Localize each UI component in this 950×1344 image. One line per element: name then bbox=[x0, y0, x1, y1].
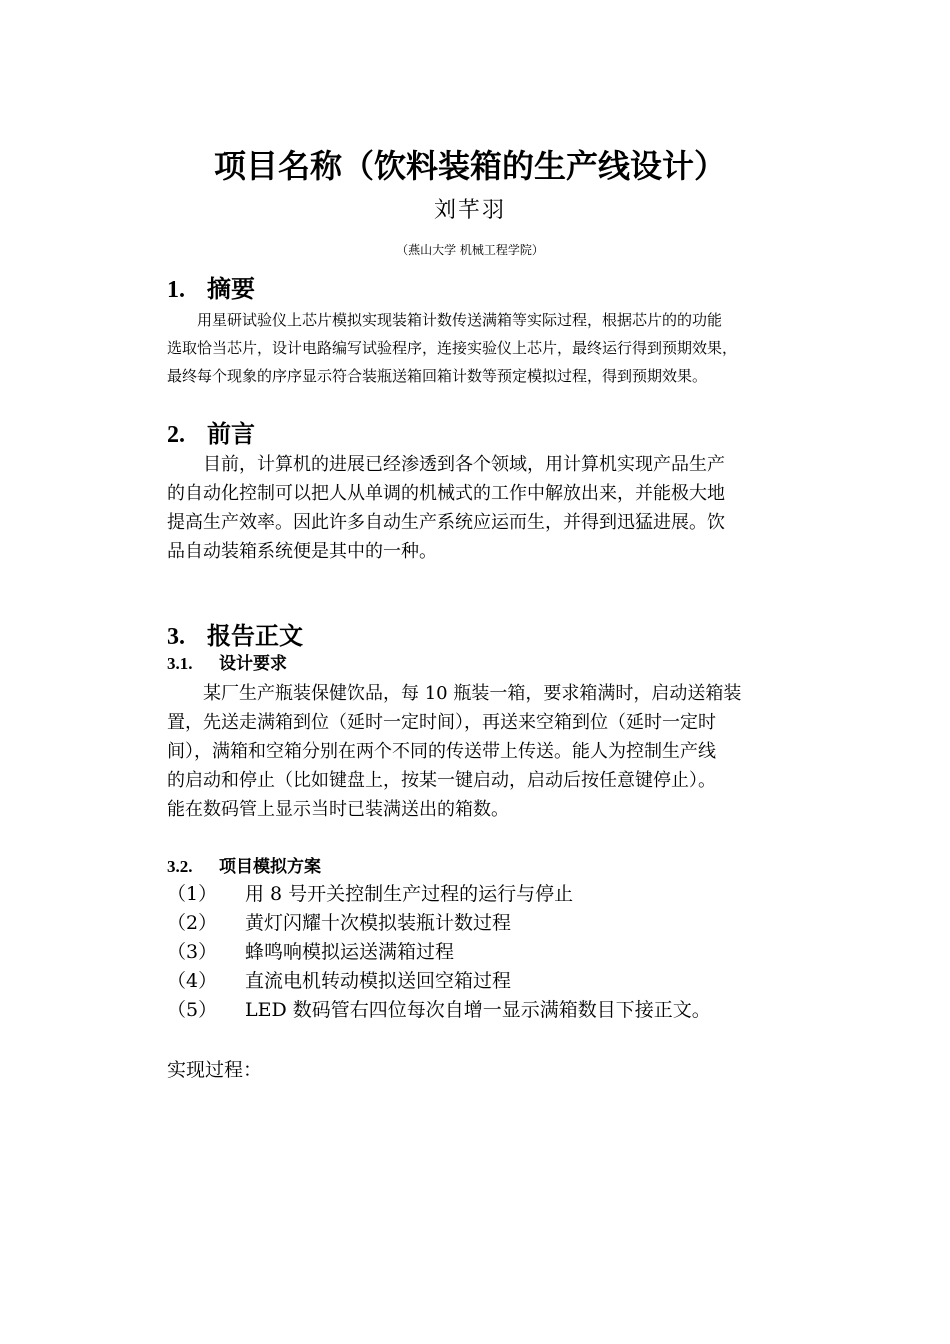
paragraph-line: 用星研试验仪上芯片模拟实现装箱计数传送满箱等实际过程，根据芯片的的功能 bbox=[167, 311, 723, 329]
list-item-index: （4） bbox=[167, 970, 218, 992]
list-item-index: （1） bbox=[167, 883, 218, 905]
list-item-text: LED 数码管右四位每次自增一显示满箱数目下接正文。 bbox=[245, 999, 711, 1021]
list-item bbox=[167, 938, 711, 967]
subsection-title: 项目模拟方案 bbox=[219, 857, 321, 877]
list-item-index: （2） bbox=[167, 912, 218, 934]
section-number: 3. bbox=[167, 624, 185, 650]
simulation-plan-list bbox=[167, 880, 711, 1025]
paragraph-line: 最终每个现象的序序显示符合装瓶送箱回箱计数等预定模拟过程，得到预期效果。 bbox=[167, 367, 708, 385]
list-item-text: 黄灯闪耀十次模拟装瓶计数过程 bbox=[245, 912, 512, 934]
list-item bbox=[167, 880, 711, 909]
paragraph-line: 提高生产效率。因此许多自动生产系统应运而生，并得到迅猛进展。饮 bbox=[167, 512, 725, 533]
document-title: 项目名称（饮料装箱的生产线设计） bbox=[213, 147, 726, 185]
paragraph-line: 目前，计算机的进展已经渗透到各个领域，用计算机实现产品生产 bbox=[167, 454, 725, 475]
section-title: 摘要 bbox=[207, 275, 255, 303]
paragraph-line: 品自动装箱系统便是其中的一种。 bbox=[167, 541, 437, 562]
author-affiliation: （燕山大学 机械工程学院） bbox=[396, 243, 544, 257]
section-title: 前言 bbox=[207, 420, 255, 448]
subsection-number: 3.1. bbox=[167, 654, 193, 673]
section-heading-report bbox=[167, 619, 303, 654]
paragraph-line: 间），满箱和空箱分别在两个不同的传送带上传送。能人为控制生产线 bbox=[167, 741, 716, 762]
author-name: 刘芊羽 bbox=[433, 198, 506, 223]
list-item bbox=[167, 967, 711, 996]
subsection-number: 3.2. bbox=[167, 857, 193, 876]
section-number: 2. bbox=[167, 422, 185, 448]
list-item bbox=[167, 996, 711, 1025]
paragraph-line: 的自动化控制可以把人从单调的机械式的工作中解放出来，并能极大地 bbox=[167, 483, 725, 504]
design-requirements-paragraph bbox=[167, 679, 741, 824]
subsection-heading-simulation-plan bbox=[167, 854, 321, 880]
paragraph-line: 的启动和停止（比如键盘上，按某一键启动，启动后按任意键停止）。 bbox=[167, 770, 716, 791]
section-heading-abstract bbox=[167, 272, 255, 307]
preface-paragraph bbox=[167, 450, 725, 566]
subsection-title: 设计要求 bbox=[219, 654, 287, 674]
list-item-index: （5） bbox=[167, 999, 218, 1021]
list-item-text: 蜂鸣响模拟运送满箱过程 bbox=[245, 941, 455, 963]
list-item bbox=[167, 909, 711, 938]
paragraph-line: 选取恰当芯片，设计电路编写试验程序，连接实验仪上芯片，最终运行得到预期效果， bbox=[167, 339, 738, 357]
implementation-process-label: 实现过程： bbox=[167, 1059, 263, 1081]
list-item-text: 直流电机转动模拟送回空箱过程 bbox=[245, 970, 512, 992]
paragraph-line: 某厂生产瓶装保健饮品，每 10 瓶装一箱，要求箱满时，启动送箱装 bbox=[167, 683, 742, 704]
subsection-heading-design-requirements bbox=[167, 651, 287, 677]
paragraph-line: 能在数码管上显示当时已装满送出的箱数。 bbox=[167, 799, 509, 820]
list-item-index: （3） bbox=[167, 941, 218, 963]
paragraph-line: 置，先送走满箱到位（延时一定时间），再送来空箱到位（延时一定时 bbox=[167, 712, 716, 733]
list-item-text: 用 8 号开关控制生产过程的运行与停止 bbox=[245, 883, 574, 905]
section-title: 报告正文 bbox=[207, 622, 303, 650]
section-heading-preface bbox=[167, 417, 255, 452]
abstract-paragraph bbox=[167, 306, 737, 390]
section-number: 1. bbox=[167, 277, 185, 303]
